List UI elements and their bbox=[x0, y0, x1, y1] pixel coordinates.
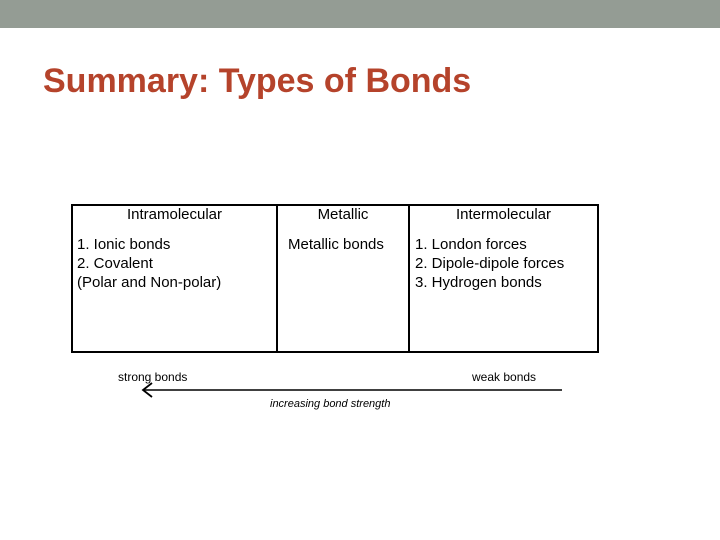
intermolecular-line: 3. Hydrogen bonds bbox=[415, 274, 542, 291]
top-bar bbox=[0, 0, 720, 28]
intermolecular-cell bbox=[415, 235, 564, 292]
column-divider-2 bbox=[408, 204, 410, 353]
metallic-cell bbox=[288, 235, 384, 254]
intramolecular-line: 1. Ionic bonds bbox=[77, 236, 171, 253]
intramolecular-line: 2. Covalent bbox=[77, 255, 153, 272]
strong-bonds-label: strong bonds bbox=[118, 370, 188, 384]
header-metallic: Metallic bbox=[317, 206, 369, 223]
intermolecular-line: 1. London forces bbox=[415, 236, 527, 253]
header-intermolecular: Intermolecular bbox=[455, 206, 552, 223]
increasing-strength-label: increasing bond strength bbox=[270, 398, 391, 410]
strength-arrow bbox=[140, 382, 565, 398]
header-intramolecular: Intramolecular bbox=[126, 206, 223, 223]
intermolecular-line: 2. Dipole-dipole forces bbox=[415, 255, 565, 272]
column-divider-1 bbox=[276, 204, 278, 353]
slide-title: Summary: Types of Bonds bbox=[43, 62, 472, 100]
weak-bonds-label: weak bonds bbox=[472, 370, 537, 384]
intramolecular-cell bbox=[77, 235, 221, 292]
metallic-line: Metallic bonds bbox=[288, 236, 384, 253]
intramolecular-line: (Polar and Non-polar) bbox=[77, 274, 222, 291]
